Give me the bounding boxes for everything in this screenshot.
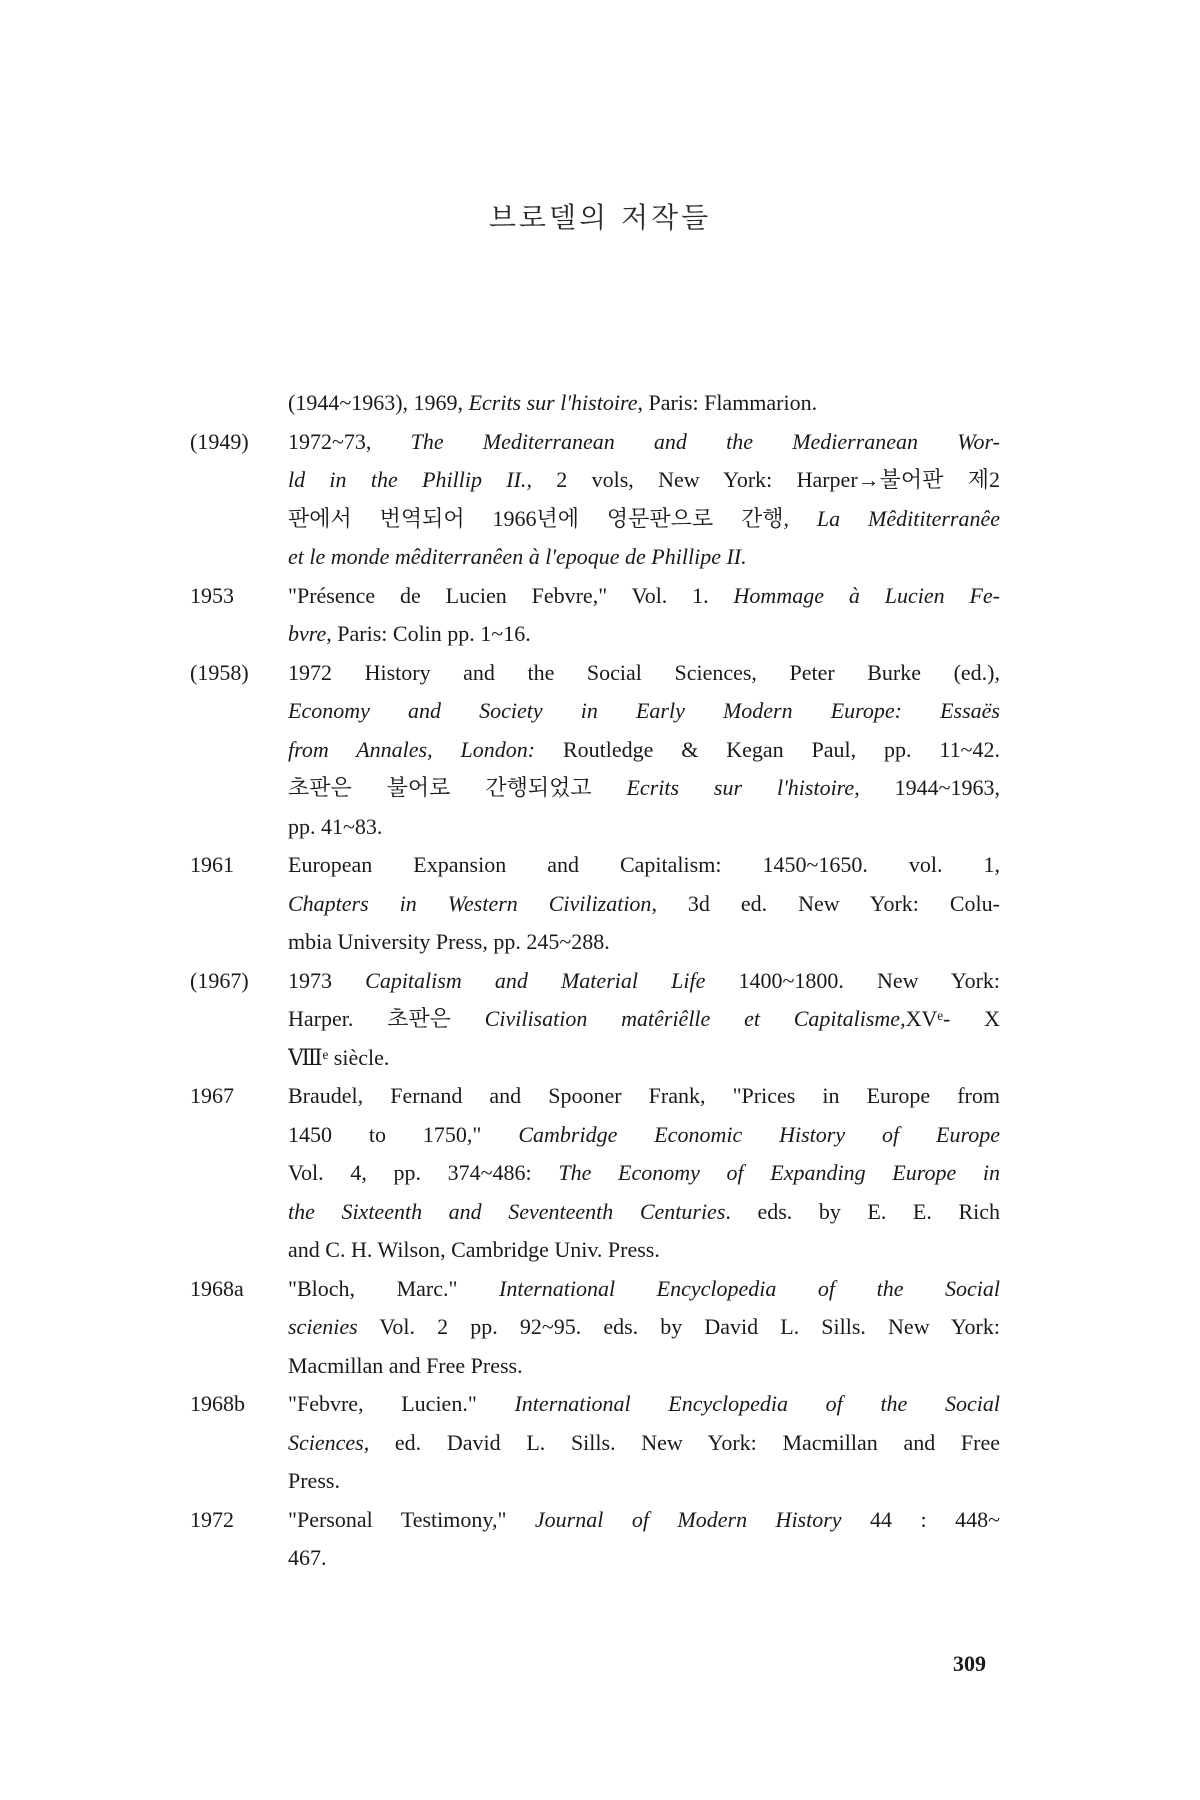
bibliography-entry (190, 384, 1000, 423)
entry-line (288, 500, 1000, 539)
italic-title-text: Chapters in Western Civilization (288, 890, 652, 916)
entry-segment-text: 1400~1800. New York: (705, 967, 1000, 993)
bibliography-entry (190, 654, 1000, 847)
bibliography-entry (190, 1385, 1000, 1501)
entry-segment-text: Vol. 4, pp. 374~486: (288, 1160, 559, 1185)
entry-year: (1958) (190, 659, 249, 685)
entry-segment-text: 1972~73, (288, 428, 411, 454)
entry-line (288, 769, 1000, 808)
entry-segment-text: , 3d ed. New York: Colu- (651, 890, 1000, 916)
entry-line (288, 1462, 1000, 1501)
italic-title-text: The Economy of Expanding Europe in (558, 1160, 1000, 1185)
entry-segment-text: Macmillan and Free Press. (288, 1352, 523, 1378)
italic-title-text: Hommage à Lucien Fe- (733, 582, 1000, 608)
entry-segment-text: Braudel, Fernand and Spooner Frank, "Prices in Europe from (288, 1083, 1000, 1108)
entry-segment-text: , Paris: Flammarion. (637, 390, 818, 415)
entry-segment-text: Ⅷᵉ siècle. (288, 1044, 390, 1070)
entry-segment-text: . eds. by E. E. Rich (725, 1198, 1000, 1224)
italic-title-text: et le monde mêditerranêen à l'epoque de Phillipe II. (288, 544, 747, 569)
entry-text (288, 384, 1000, 423)
entry-segment-text: , 2 vols, New York: Harper→불어판 제2 (526, 467, 1000, 492)
entry-line (288, 962, 1000, 1001)
entry-segment-text: 1973 (288, 967, 366, 993)
entry-segment-text: and C. H. Wilson, Cambridge Univ. Press. (288, 1237, 660, 1262)
entry-line (288, 461, 1000, 500)
entry-segment-text: European Expansion and Capitalism: 1450~1650. vol. 1, (288, 852, 1000, 877)
entry-segment-text: Routledge & Kegan Paul, pp. 11~42. (562, 736, 1000, 762)
italic-title-text: the Sixteenth and Seventeenth Centuries (288, 1198, 726, 1224)
entry-text (288, 654, 1000, 847)
bibliography-list (190, 384, 1000, 1578)
italic-title-text: Sciences (288, 1429, 364, 1455)
entry-segment-text: 판에서 번역되어 1966년에 영문판으로 간행, (288, 505, 817, 531)
entry-segment-text: (1944~1963), 1969, (288, 390, 469, 415)
entry-segment-text: Press. (288, 1468, 340, 1493)
entry-segment-text: , Paris: Colin pp. 1~16. (326, 621, 531, 646)
entry-line (288, 1116, 1000, 1155)
entry-segment-text: , ed. David L. Sills. New York: Macmillan and Free (363, 1429, 1000, 1455)
bibliography-entry (190, 962, 1000, 1078)
entry-year: 1968a (190, 1275, 244, 1301)
entry-segment-text: , 1944~1963, (854, 775, 1000, 800)
italic-title-text: scienies (288, 1314, 358, 1339)
entry-line (288, 1501, 1000, 1540)
entry-line (288, 1270, 1000, 1309)
entry-segment-text: 467. (288, 1545, 327, 1570)
entry-line (288, 846, 1000, 885)
italic-title-text: from Annales, London: (288, 736, 563, 762)
entry-text (288, 1385, 1000, 1501)
entry-text (288, 1501, 1000, 1578)
entry-text (288, 1077, 1000, 1270)
italic-title-text: Civilisation matêriêlle et Capitalisme, (484, 1006, 906, 1031)
entry-segment-text: 초판은 불어로 간행되었고 (288, 775, 627, 800)
entry-segment-text: 1972 History and the Social Sciences, Peter Burke (ed.), (288, 659, 1000, 685)
entry-segment-text: XVᵉ- X (905, 1006, 1000, 1031)
entry-line (288, 1193, 1000, 1232)
entry-year: 1953 (190, 582, 234, 608)
entry-text (288, 577, 1000, 654)
italic-title-text: Journal of Modern History (534, 1506, 842, 1532)
entry-year (190, 384, 288, 423)
entry-line (288, 384, 1000, 423)
entry-text (288, 1270, 1000, 1386)
entry-year: (1949) (190, 428, 249, 454)
entry-line (288, 654, 1000, 693)
bibliography-entry (190, 846, 1000, 962)
entry-line (288, 1539, 1000, 1578)
entry-line (288, 423, 1000, 462)
entry-year: 1961 (190, 852, 234, 877)
italic-title-text: Ecrits sur l'histoire (626, 775, 855, 800)
entry-segment-text: 44 : 448~ (841, 1506, 1000, 1532)
entry-line (288, 923, 1000, 962)
entry-line (288, 615, 1000, 654)
entry-text (288, 962, 1000, 1078)
italic-title-text: Capitalism and Material Life (365, 967, 706, 993)
entry-line (288, 1308, 1000, 1347)
bibliography-entry (190, 1270, 1000, 1386)
entry-year: 1968b (190, 1391, 245, 1416)
entry-line (288, 1385, 1000, 1424)
entry-line (288, 1039, 1000, 1078)
entry-line (288, 731, 1000, 770)
entry-line (288, 577, 1000, 616)
entry-line (288, 808, 1000, 847)
entry-line (288, 1424, 1000, 1463)
entry-line (288, 538, 1000, 577)
bibliography-entry (190, 1501, 1000, 1578)
entry-line (288, 692, 1000, 731)
entry-segment-text: "Personal Testimony," (288, 1506, 535, 1532)
entry-year: 1972 (190, 1506, 234, 1532)
entry-line (288, 885, 1000, 924)
italic-title-text: The Mediterranean and the Medierranean Wor- (410, 428, 1000, 454)
entry-year: (1967) (190, 967, 249, 993)
italic-title-text: La Mêdititerranêe (816, 505, 1000, 531)
entry-segment-text: "Febvre, Lucien." (288, 1391, 515, 1416)
page-title: 브로델의 저작들 (488, 201, 712, 234)
italic-title-text: ld in the Phillip II. (288, 467, 527, 492)
entry-segment-text: "Présence de Lucien Febvre," Vol. 1. (288, 582, 734, 608)
italic-title-text: Ecrits sur l'histoire (468, 390, 638, 415)
page-number: 309 (953, 1651, 986, 1676)
entry-segment-text: "Bloch, Marc." (288, 1275, 500, 1301)
entry-segment-text: 1450 to 1750," (288, 1121, 519, 1147)
italic-title-text: bvre (288, 621, 327, 646)
entry-year: 1967 (190, 1083, 234, 1108)
entry-line (288, 1154, 1000, 1193)
entry-segment-text: Harper. 초판은 (288, 1006, 485, 1031)
entry-segment-text: pp. 41~83. (288, 813, 383, 839)
entry-text (288, 846, 1000, 962)
entry-line (288, 1231, 1000, 1270)
italic-title-text: International Encyclopedia of the Social (499, 1275, 1000, 1301)
entry-line (288, 1077, 1000, 1116)
entry-segment-text: Vol. 2 pp. 92~95. eds. by David L. Sills. New York: (357, 1314, 1000, 1339)
entry-line (288, 1000, 1000, 1039)
entry-line (288, 1347, 1000, 1386)
bibliography-entry (190, 577, 1000, 654)
entry-segment-text: mbia University Press, pp. 245~288. (288, 929, 610, 954)
bibliography-entry (190, 423, 1000, 577)
italic-title-text: International Encyclopedia of the Social (514, 1391, 1000, 1416)
italic-title-text: Economy and Society in Early Modern Europe: Essaës (288, 698, 1000, 723)
bibliography-entry (190, 1077, 1000, 1270)
entry-text (288, 423, 1000, 577)
italic-title-text: Cambridge Economic History of Europe (518, 1121, 1000, 1147)
